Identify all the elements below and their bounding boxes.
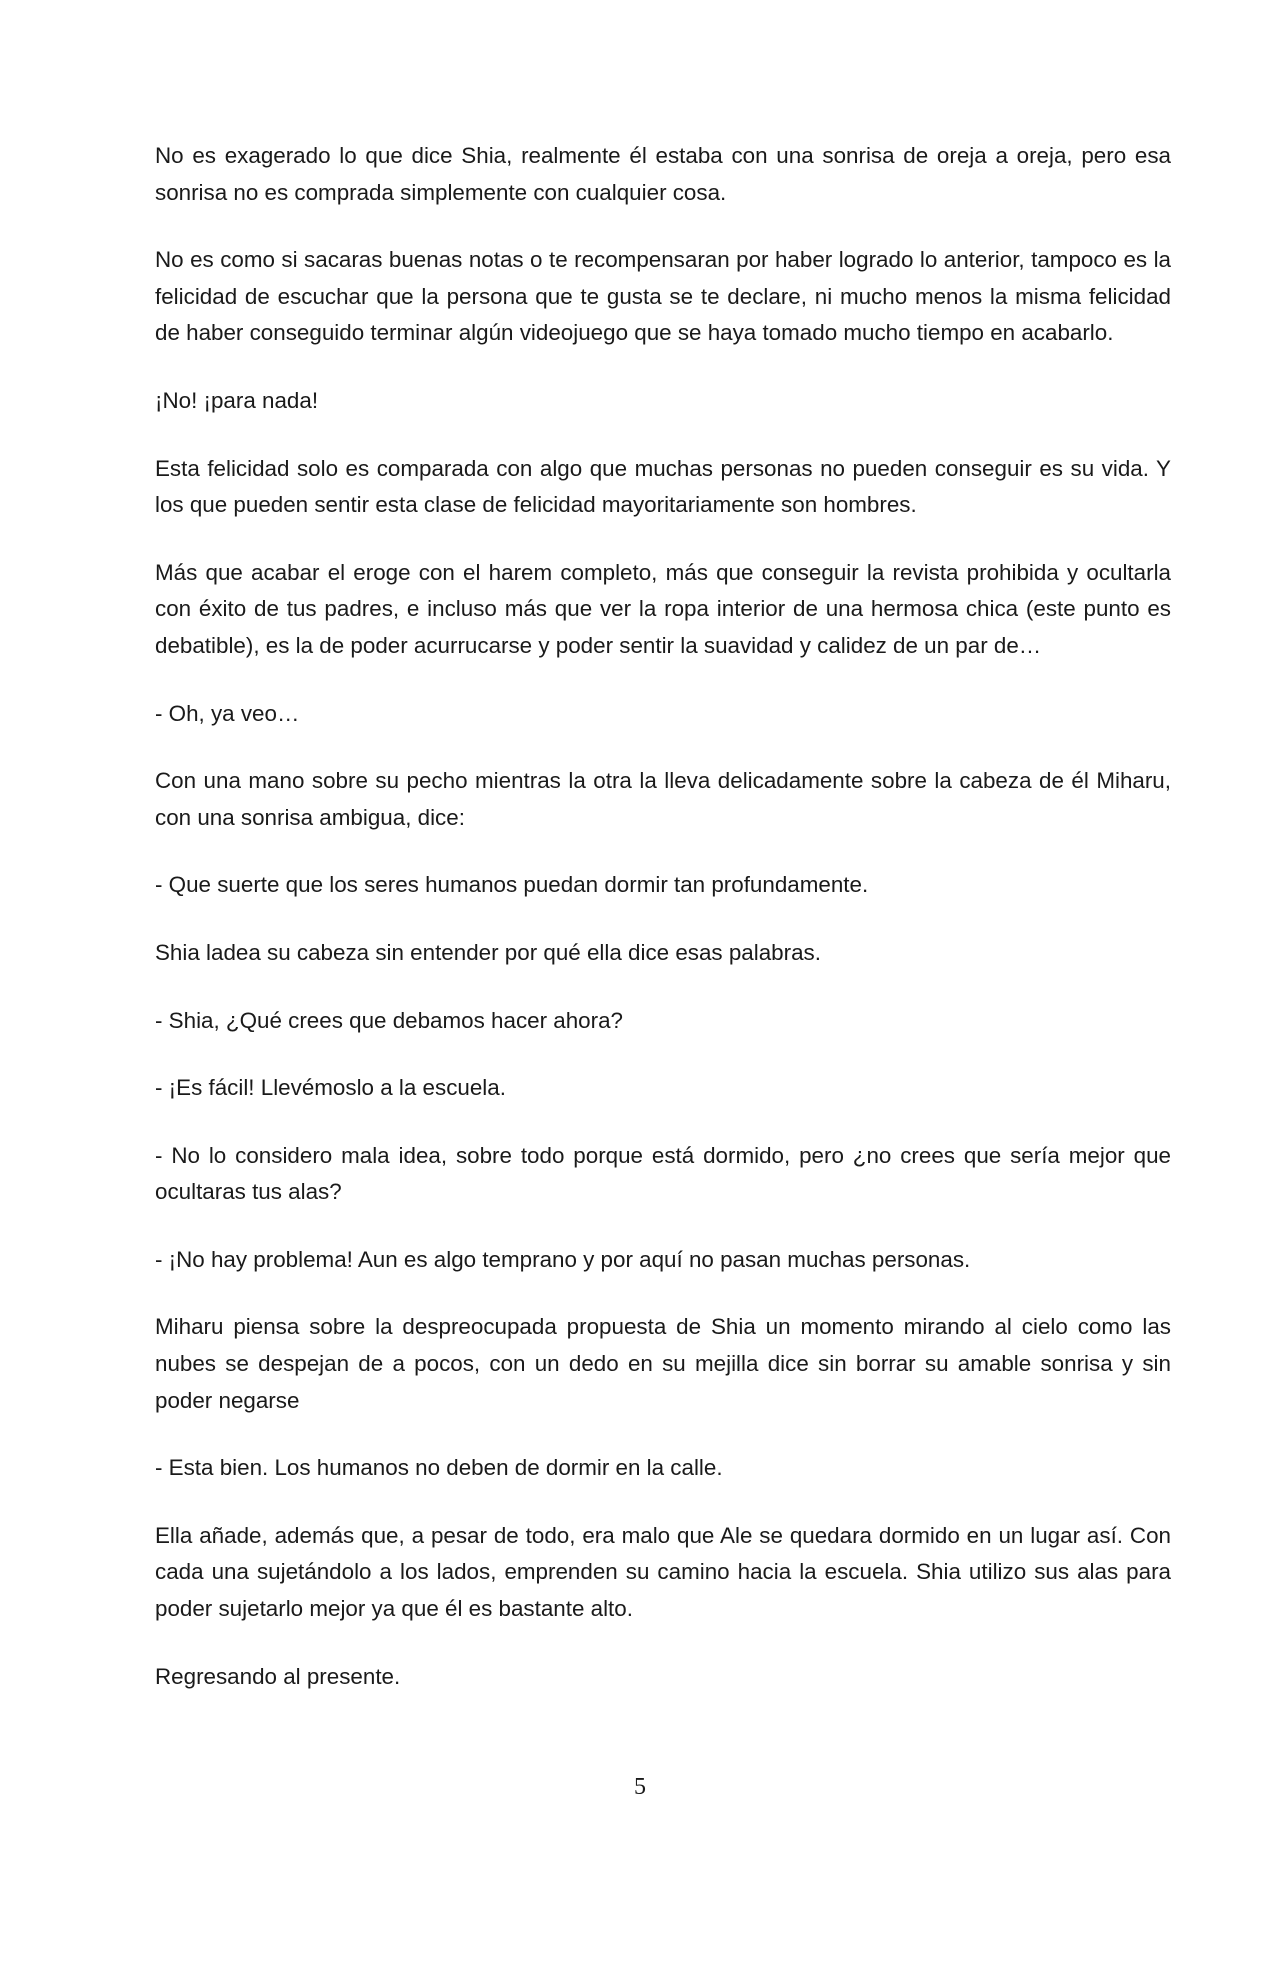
- paragraph: - No lo considero mala idea, sobre todo porque está dormido, pero ¿no crees que sería mejor que ocultaras tus alas?: [155, 1142, 1171, 1205]
- paragraph: - Shia, ¿Qué crees que debamos hacer ahora?: [155, 1007, 623, 1033]
- paragraph: No es como si sacaras buenas notas o te recompensaran por haber logrado lo anterior, tampoco es la felicidad de escuchar que la persona que te gusta se te declare, ni mucho menos la misma felicidad de haber conseguido terminar algún videojuego que se haya tomado mucho tiempo en acabarlo.: [155, 247, 1171, 346]
- paragraph: Más que acabar el eroge con el harem completo, más que conseguir la revista prohibida y ocultarla con éxito de tus padres, e incluso más que ver la ropa interior de una hermosa chica (este punto es debatible), es la de poder acurrucarse y poder sentir la suavidad y calidez de un par de…: [155, 559, 1171, 658]
- paragraph: Con una mano sobre su pecho mientras la otra la lleva delicadamente sobre la cabeza de él Miharu, con una sonrisa ambigua, dice:: [155, 768, 1171, 830]
- paragraph: Shia ladea su cabeza sin entender por qué ella dice esas palabras.: [155, 939, 821, 965]
- paragraph: - ¡Es fácil! Llevémoslo a la escuela.: [155, 1075, 506, 1101]
- paragraph: No es exagerado lo que dice Shia, realmente él estaba con una sonrisa de oreja a oreja, pero esa sonrisa no es comprada simplemente con cualquier cosa.: [155, 143, 1171, 205]
- paragraph: - Oh, ya veo…: [155, 700, 300, 726]
- paragraph: Miharu piensa sobre la despreocupada propuesta de Shia un momento mirando al cielo como las nubes se despejan de a pocos, con un dedo en su mejilla dice sin borrar su amable sonrisa y sin poder negarse: [155, 1314, 1171, 1413]
- paragraph: - Que suerte que los seres humanos puedan dormir tan profundamente.: [155, 872, 869, 898]
- paragraph: ¡No! ¡para nada!: [155, 387, 319, 413]
- paragraph: Regresando al presente.: [155, 1663, 401, 1689]
- page-number: 5: [634, 1774, 646, 1800]
- paragraph: - Esta bien. Los humanos no deben de dormir en la calle.: [155, 1455, 723, 1481]
- paragraph: Ella añade, además que, a pesar de todo, era malo que Ale se quedara dormido en un lugar así. Con cada una sujetándolo a los lados, emprenden su camino hacia la escuela. Shia utilizo sus alas para poder sujetarlo mejor ya que él es bastante alto.: [155, 1522, 1171, 1622]
- paragraph: Esta felicidad solo es comparada con algo que muchas personas no pueden conseguir es su vida. Y los que pueden sentir esta clase de felicidad mayoritariamente son hombres.: [155, 455, 1171, 518]
- page-body: [155, 138, 1171, 1726]
- paragraph: - ¡No hay problema! Aun es algo temprano y por aquí no pasan muchas personas.: [155, 1246, 971, 1272]
